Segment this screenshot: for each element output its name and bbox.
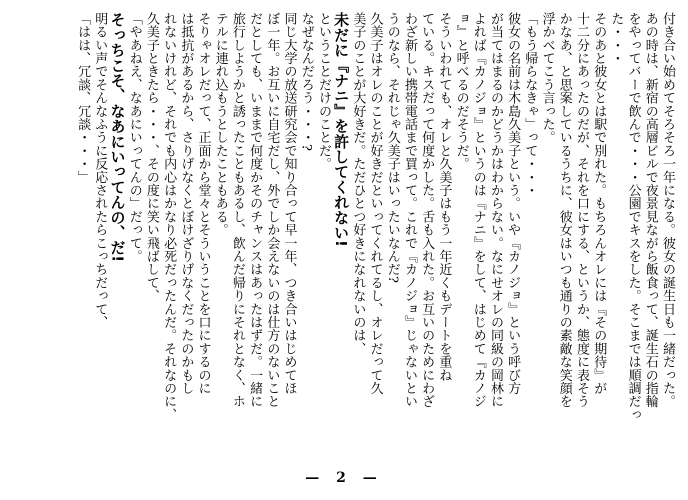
text-line: れないけれど、それでも内心はかなり必死だったんだ。それなのに、	[161, 12, 177, 422]
vertical-text-body	[12, 12, 676, 464]
text-line: うのなら、それじゃ久美子はいったいなんだ?	[384, 12, 400, 284]
text-line: が当てはまるのかどうかはわからない。なにせオレの同級の岡林に	[487, 12, 503, 408]
text-line: わざ新しい携帯電話まで買って。これで『カノジョ』じゃないとい	[401, 12, 417, 408]
text-line: テルに連れ込もうとしたこともある。	[212, 12, 228, 237]
text-line: ぼ一年。お互いに自宅だし、外でしか会えないのは仕方のないこと	[264, 12, 280, 408]
text-line: 久美子はオレのことが好きだといってくれてるし、オレだって久	[367, 12, 383, 395]
text-line: た・・・	[608, 12, 624, 65]
text-line: 「もう帰らなきゃ」って・・・	[522, 12, 538, 197]
text-line: 「やあねえ、なあにいってんの」だって。	[126, 12, 142, 263]
text-line: ている。キスだって何度かした。舌も入れた。お互いのためにわざ	[419, 12, 435, 408]
text-line: 明るい声でそんなふうに反応されたらこっちだって、	[92, 12, 108, 329]
text-line: そのあと彼女とは駅で別れた。もちろんオレには『その期待』が	[591, 12, 607, 395]
text-line: 彼女の名前は木島久美子という。いや『カノジョ』という呼び方	[505, 12, 521, 395]
text-line: よれば『カノジョ』というのは『ナニ』をして、はじめて『カノジ	[470, 12, 486, 408]
text-line: ョ』と呼べるのだそうだ。	[453, 12, 469, 171]
text-line: 同じ大学の放送研究会で知り合って早一年、つき合いはじめてほ	[281, 12, 297, 395]
emphasis-line: そっちこそ、なあにいってんの、だ!	[108, 12, 127, 263]
emphasis-line: 未だに『ナニ』を許してくれない!	[332, 12, 351, 248]
text-line: だとしても、いままで何度かそのチャンスはあったはずだ。一緒に	[247, 12, 263, 408]
text-line: 美子のことが大好きだ。ただひとつ好きになれないのは、	[350, 12, 366, 356]
text-line: かなあ、と思案しているうちに、彼女はいつも通りの素敵な笑顔を	[556, 12, 572, 408]
text-line: は抵抗があるから、さりげなくとぼけざりげなくだったのかもし	[178, 12, 194, 395]
text-line: 久美子ときたら・・・、その度に笑い飛ばして、	[143, 12, 159, 303]
page-number: — 2 —	[305, 470, 383, 486]
text-line: ということだけのことだ。	[315, 12, 331, 171]
text-line: 付き合い始めてそろそろ一年になる。彼女の誕生日も一緒だった。	[660, 12, 675, 408]
text-line: 「はは、冗談、冗談・・・」	[75, 12, 91, 184]
text-line: をやってバーで飲んで・・・公園でキスをした。そこまでは順調だっ	[625, 12, 641, 422]
text-line: あの時は、新宿の高層ビルで夜景見ながら飯食って、誕生石の指輪	[642, 12, 658, 408]
text-line: 十二分にあったのだが、それを口にする、というか、態度に表そう	[573, 12, 589, 408]
text-line: そりゃオレだって、正面から堂々とそういうことを口にするのに	[195, 12, 211, 395]
text-line: 浮かべてこう言った。	[539, 12, 555, 144]
text-line: 旅行しようかと誘ったこともあるし、飲んだ帰りにそれとなく、ホ	[229, 12, 245, 408]
text-line: なぜなんだろう・・・?	[298, 12, 314, 152]
text-line: そういわれても、オレと久美子はもう一年近くもデートを重ね	[436, 12, 452, 382]
